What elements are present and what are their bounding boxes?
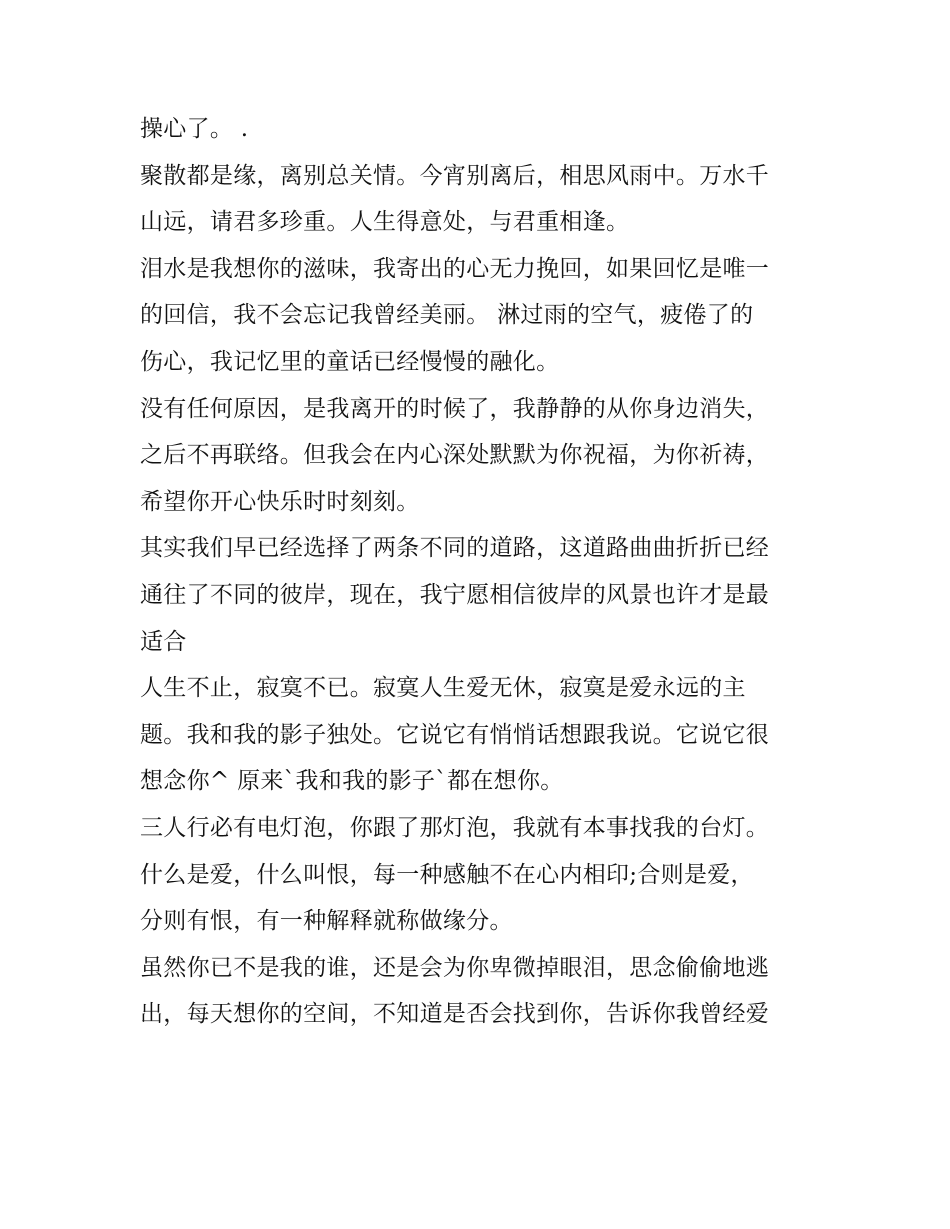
text-line: 伤心，我记忆里的童话已经慢慢的融化。 (140, 348, 560, 375)
text-line: 其实我们早已经选择了两条不同的道路，这道路曲曲折折已经 (140, 535, 770, 562)
text-line: 人生不止，寂寞不已。寂寞人生爱无休，寂寞是爱永远的主 (140, 675, 746, 702)
text-line: 三人行必有电灯泡，你跟了那灯泡，我就有本事找我的台灯。 (140, 814, 770, 841)
text-line: 题。我和我的影子独处。它说它有悄悄话想跟我说。它说它很 (140, 721, 770, 748)
text-line: 适合 (140, 628, 187, 655)
text-line: 聚散都是缘，离别总关情。今宵别离后，相思风雨中。万水千 (140, 162, 770, 189)
text-line: 分则有恨，有一种解释就称做缘分。 (140, 908, 513, 935)
text-line: 想念你^ 原来`我和我的影子`都在想你。 (140, 768, 564, 795)
text-line: 之后不再联络。但我会在内心深处默默为你祝福，为你祈祷， (140, 442, 770, 469)
text-line: 通往了不同的彼岸，现在，我宁愿相信彼岸的风景也许才是最 (140, 581, 770, 608)
text-line: 山远，请君多珍重。人生得意处，与君重相逢。 (140, 209, 630, 236)
text-line: 没有任何原因，是我离开的时候了，我静静的从你身边消失， (140, 395, 770, 422)
text-line: 的回信，我不会忘记我曾经美丽。 淋过雨的空气，疲倦了的 (140, 302, 754, 329)
text-line: 希望你开心快乐时时刻刻。 (140, 488, 420, 515)
text-line: 虽然你已不是我的谁，还是会为你卑微掉眼泪，思念偷偷地逃 (140, 954, 770, 981)
text-line: 操心了。 . (140, 116, 249, 142)
text-line: 出，每天想你的空间，不知道是否会找到你，告诉你我曾经爱 (140, 1001, 770, 1028)
text-line: 泪水是我想你的滋味，我寄出的心无力挽回，如果回忆是唯一 (140, 255, 770, 282)
document-body (140, 106, 820, 1038)
text-line: 什么是爱，什么叫恨，每一种感触不在心内相印;合则是爱， (140, 861, 754, 888)
